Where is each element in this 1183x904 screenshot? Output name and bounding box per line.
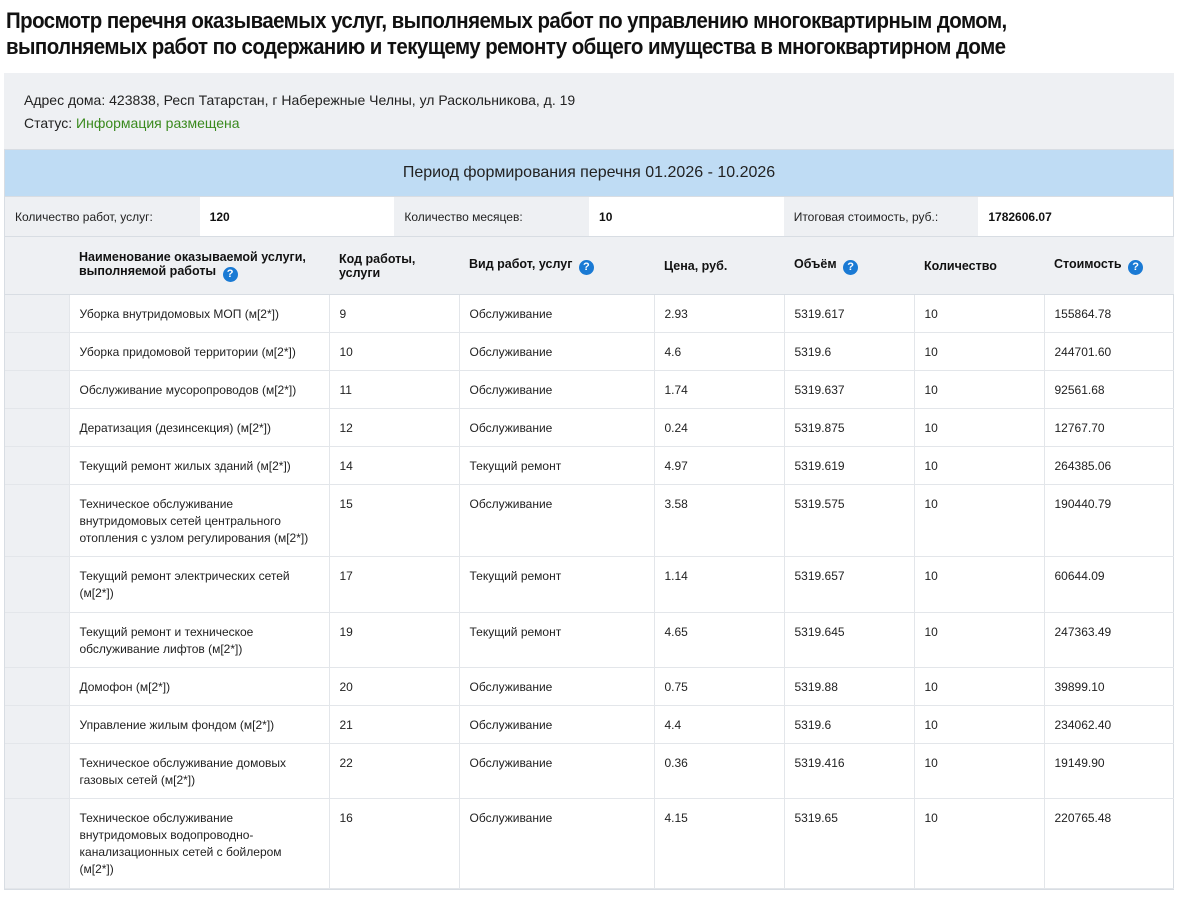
cell-cost: 234062.40 bbox=[1044, 706, 1174, 744]
cell-volume: 5319.619 bbox=[784, 447, 914, 485]
table-row bbox=[5, 668, 1174, 706]
cell-volume: 5319.875 bbox=[784, 409, 914, 447]
cell-name: Обслуживание мусоропроводов (м[2*]) bbox=[69, 371, 329, 409]
cell-code: 15 bbox=[329, 485, 459, 557]
cell-volume: 5319.637 bbox=[784, 371, 914, 409]
works-count-label: Количество работ, услуг: bbox=[5, 197, 200, 236]
cell-volume: 5319.65 bbox=[784, 799, 914, 889]
cell-name: Текущий ремонт жилых зданий (м[2*]) bbox=[69, 447, 329, 485]
help-icon[interactable]: ? bbox=[1128, 260, 1143, 275]
table-row bbox=[5, 485, 1174, 557]
page-title-line-2: выполняемых работ по содержанию и текущему ремонту общего имущества в многоквартирном доме bbox=[6, 34, 1006, 59]
table-row bbox=[5, 799, 1174, 889]
row-index-cell bbox=[5, 295, 69, 333]
months-value: 10 bbox=[599, 209, 613, 224]
services-list-panel bbox=[4, 149, 1174, 890]
page-title-line-1: Просмотр перечня оказываемых услуг, выполняемых работ по управлению многоквартирным домом, bbox=[6, 8, 1007, 33]
cell-type: Обслуживание bbox=[459, 485, 654, 557]
help-icon[interactable]: ? bbox=[843, 260, 858, 275]
table-row bbox=[5, 371, 1174, 409]
cell-volume: 5319.88 bbox=[784, 668, 914, 706]
cell-name: Техническое обслуживание внутридомовых сетей центрального отопления с узлом регулирования (м[2*]) bbox=[69, 485, 329, 557]
cell-type: Обслуживание bbox=[459, 295, 654, 333]
cell-cost: 12767.70 bbox=[1044, 409, 1174, 447]
cell-name: Уборка придомовой территории (м[2*]) bbox=[69, 333, 329, 371]
cell-cost: 244701.60 bbox=[1044, 333, 1174, 371]
cell-volume: 5319.575 bbox=[784, 485, 914, 557]
row-index-cell bbox=[5, 485, 69, 557]
column-header-index bbox=[5, 237, 69, 295]
total-cost-label: Итоговая стоимость, руб.: bbox=[784, 197, 979, 236]
cell-cost: 264385.06 bbox=[1044, 447, 1174, 485]
cell-price: 0.24 bbox=[654, 409, 784, 447]
table-header-row bbox=[5, 237, 1174, 295]
column-header-type-label: Вид работ, услуг bbox=[469, 256, 573, 271]
cell-volume: 5319.416 bbox=[784, 744, 914, 799]
page-title bbox=[6, 8, 1096, 60]
cell-quantity: 10 bbox=[914, 371, 1044, 409]
cell-code: 9 bbox=[329, 295, 459, 333]
row-index-cell bbox=[5, 668, 69, 706]
table-row bbox=[5, 613, 1174, 668]
table-row bbox=[5, 744, 1174, 799]
cell-price: 4.97 bbox=[654, 447, 784, 485]
cell-cost: 39899.10 bbox=[1044, 668, 1174, 706]
cell-name: Техническое обслуживание домовых газовых сетей (м[2*]) bbox=[69, 744, 329, 799]
cell-quantity: 10 bbox=[914, 485, 1044, 557]
column-header-volume-label: Объём bbox=[794, 256, 837, 271]
cell-cost: 190440.79 bbox=[1044, 485, 1174, 557]
cell-volume: 5319.617 bbox=[784, 295, 914, 333]
months-label: Количество месяцев: bbox=[394, 197, 589, 236]
cell-code: 21 bbox=[329, 706, 459, 744]
cell-type: Обслуживание bbox=[459, 668, 654, 706]
cell-name: Домофон (м[2*]) bbox=[69, 668, 329, 706]
cell-quantity: 10 bbox=[914, 744, 1044, 799]
cell-code: 20 bbox=[329, 668, 459, 706]
cell-type: Обслуживание bbox=[459, 799, 654, 889]
cell-type: Текущий ремонт bbox=[459, 613, 654, 668]
cell-price: 1.14 bbox=[654, 557, 784, 613]
cell-volume: 5319.645 bbox=[784, 613, 914, 668]
cell-price: 2.93 bbox=[654, 295, 784, 333]
cell-quantity: 10 bbox=[914, 613, 1044, 668]
row-index-cell bbox=[5, 557, 69, 613]
cell-quantity: 10 bbox=[914, 447, 1044, 485]
help-icon[interactable]: ? bbox=[223, 267, 238, 282]
row-index-cell bbox=[5, 613, 69, 668]
cell-volume: 5319.6 bbox=[784, 333, 914, 371]
cell-name: Дератизация (дезинсекция) (м[2*]) bbox=[69, 409, 329, 447]
row-index-cell bbox=[5, 371, 69, 409]
cell-price: 3.58 bbox=[654, 485, 784, 557]
cell-type: Текущий ремонт bbox=[459, 557, 654, 613]
cell-cost: 220765.48 bbox=[1044, 799, 1174, 889]
help-icon[interactable]: ? bbox=[579, 260, 594, 275]
cell-cost: 92561.68 bbox=[1044, 371, 1174, 409]
cell-type: Обслуживание bbox=[459, 706, 654, 744]
table-row bbox=[5, 447, 1174, 485]
cell-price: 4.15 bbox=[654, 799, 784, 889]
cell-price: 0.36 bbox=[654, 744, 784, 799]
row-index-cell bbox=[5, 744, 69, 799]
works-count-value: 120 bbox=[209, 209, 230, 224]
status-value: Информация размещена bbox=[76, 115, 240, 131]
column-header-name bbox=[69, 237, 329, 295]
cell-quantity: 10 bbox=[914, 295, 1044, 333]
address-value: 423838, Респ Татарстан, г Набережные Челны, ул Раскольникова, д. 19 bbox=[109, 92, 576, 108]
cell-quantity: 10 bbox=[914, 799, 1044, 889]
cell-volume: 5319.657 bbox=[784, 557, 914, 613]
cell-code: 16 bbox=[329, 799, 459, 889]
cell-type: Текущий ремонт bbox=[459, 447, 654, 485]
cell-type: Обслуживание bbox=[459, 409, 654, 447]
period-header: Период формирования перечня 01.2026 - 10.2026 bbox=[5, 150, 1173, 197]
cell-cost: 247363.49 bbox=[1044, 613, 1174, 668]
cell-cost: 155864.78 bbox=[1044, 295, 1174, 333]
cell-quantity: 10 bbox=[914, 333, 1044, 371]
table-row bbox=[5, 409, 1174, 447]
cell-quantity: 10 bbox=[914, 706, 1044, 744]
address-label: Адрес дома: bbox=[24, 92, 106, 108]
cell-code: 12 bbox=[329, 409, 459, 447]
summary-row bbox=[5, 197, 1173, 237]
cell-price: 4.6 bbox=[654, 333, 784, 371]
table-body bbox=[5, 295, 1174, 889]
column-header-volume bbox=[784, 237, 914, 295]
cell-price: 0.75 bbox=[654, 668, 784, 706]
column-header-name-label: Наименование оказываемой услуги, выполняемой работы bbox=[79, 249, 306, 278]
cell-quantity: 10 bbox=[914, 409, 1044, 447]
cell-price: 4.4 bbox=[654, 706, 784, 744]
cell-code: 22 bbox=[329, 744, 459, 799]
cell-code: 14 bbox=[329, 447, 459, 485]
cell-code: 10 bbox=[329, 333, 459, 371]
cell-name: Уборка внутридомовых МОП (м[2*]) bbox=[69, 295, 329, 333]
row-index-cell bbox=[5, 333, 69, 371]
cell-volume: 5319.6 bbox=[784, 706, 914, 744]
cell-name: Текущий ремонт и техническое обслуживание лифтов (м[2*]) bbox=[69, 613, 329, 668]
column-header-code: Код работы, услуги bbox=[329, 237, 459, 295]
cell-name: Управление жилым фондом (м[2*]) bbox=[69, 706, 329, 744]
table-row bbox=[5, 295, 1174, 333]
column-header-cost-label: Стоимость bbox=[1054, 256, 1122, 271]
cell-type: Обслуживание bbox=[459, 371, 654, 409]
column-header-price: Цена, руб. bbox=[654, 237, 784, 295]
cell-name: Техническое обслуживание внутридомовых водопроводно-канализационных сетей с бойлером (м[2*]) bbox=[69, 799, 329, 889]
cell-name: Текущий ремонт электрических сетей (м[2*]) bbox=[69, 557, 329, 613]
cell-quantity: 10 bbox=[914, 557, 1044, 613]
table-row bbox=[5, 706, 1174, 744]
status-label: Статус: bbox=[24, 115, 73, 131]
cell-quantity: 10 bbox=[914, 668, 1044, 706]
column-header-cost bbox=[1044, 237, 1174, 295]
cell-type: Обслуживание bbox=[459, 744, 654, 799]
column-header-quantity: Количество bbox=[914, 237, 1044, 295]
services-table bbox=[5, 237, 1174, 889]
cell-price: 4.65 bbox=[654, 613, 784, 668]
cell-code: 17 bbox=[329, 557, 459, 613]
cell-code: 11 bbox=[329, 371, 459, 409]
cell-price: 1.74 bbox=[654, 371, 784, 409]
table-row bbox=[5, 333, 1174, 371]
total-cost-value: 1782606.07 bbox=[988, 209, 1052, 224]
house-info-panel bbox=[4, 73, 1174, 149]
cell-cost: 60644.09 bbox=[1044, 557, 1174, 613]
status-line bbox=[24, 115, 240, 131]
address-line bbox=[24, 92, 575, 108]
cell-code: 19 bbox=[329, 613, 459, 668]
row-index-cell bbox=[5, 706, 69, 744]
cell-type: Обслуживание bbox=[459, 333, 654, 371]
cell-cost: 19149.90 bbox=[1044, 744, 1174, 799]
row-index-cell bbox=[5, 447, 69, 485]
row-index-cell bbox=[5, 799, 69, 889]
row-index-cell bbox=[5, 409, 69, 447]
table-row bbox=[5, 557, 1174, 613]
column-header-type bbox=[459, 237, 654, 295]
